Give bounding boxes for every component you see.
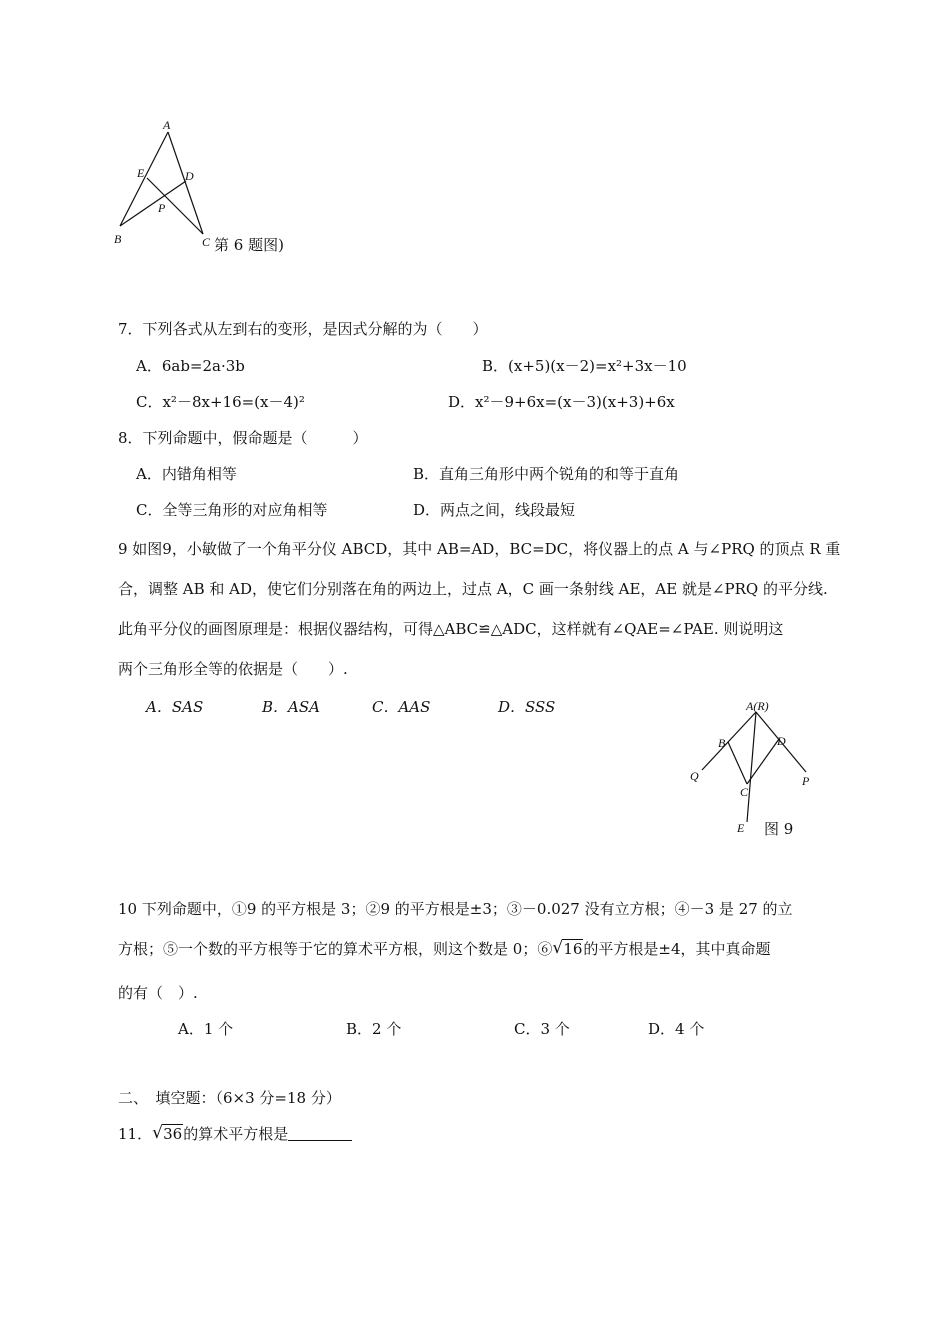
fig9-label-d: D bbox=[777, 734, 786, 748]
radical-sign-icon: √ bbox=[552, 938, 564, 958]
q8-option-b: B．直角三角形中两个锐角的和等于直角 bbox=[413, 465, 680, 483]
q9-line-1: 9 如图9，小敏做了一个角平分仪 ABCD，其中 AB=AD，BC=DC，将仪器上的点 A 与∠PRQ 的顶点 R 重 bbox=[118, 540, 841, 558]
fig9-label-e: E bbox=[737, 821, 745, 835]
fig6-label-c: C bbox=[202, 235, 211, 249]
q10-option-d: D．4 个 bbox=[648, 1020, 705, 1038]
q11-number: 11． bbox=[118, 1125, 153, 1143]
q11-answer-blank[interactable] bbox=[288, 1126, 352, 1141]
q11-text: 的算术平方根是 bbox=[183, 1125, 289, 1143]
radical-sign-icon: √ bbox=[152, 1123, 163, 1143]
q10-option-a: A．1 个 bbox=[178, 1020, 234, 1038]
fig6-label-e: E bbox=[137, 166, 145, 180]
fig6-label-d: D bbox=[185, 169, 194, 183]
q8-option-a: A．内错角相等 bbox=[136, 465, 237, 483]
q9-option-a: A．SAS bbox=[146, 698, 204, 716]
section-2-title: 二、 填空题：（6×3 分=18 分） bbox=[118, 1089, 341, 1107]
sqrt-16-radicand: 16 bbox=[563, 940, 583, 958]
q10-option-c: C．3 个 bbox=[514, 1020, 570, 1038]
q9-line-4: 两个三角形全等的依据是（ ）. bbox=[118, 660, 348, 678]
fig9-caption: 图 9 bbox=[764, 820, 794, 838]
q9-line-2: 合，调整 AB 和 AD，使它们分别落在角的两边上，过点 A，C 画一条射线 AE，AE 就是∠PRQ 的平分线. bbox=[118, 580, 828, 598]
q7-option-b: B．(x+5)(x－2)=x²+3x－10 bbox=[482, 357, 687, 375]
q10-line-2-end: 的平方根是±4，其中真命题 bbox=[583, 940, 771, 958]
q10-line-1: 10 下列命题中，①9 的平方根是 3；②9 的平方根是±3；③－0.027 没有立方根；④－3 是 27 的立 bbox=[118, 900, 793, 918]
q7-option-a: A．6ab=2a·3b bbox=[136, 357, 245, 375]
figure-9 bbox=[680, 698, 830, 838]
fig9-label-q: Q bbox=[690, 769, 699, 783]
fig6-caption: 第 6 题图) bbox=[214, 236, 284, 254]
q8-option-d: D．两点之间，线段最短 bbox=[413, 501, 576, 519]
fig6-line-ac bbox=[168, 132, 203, 234]
q9-line-3: 此角平分仪的画图原理是：根据仪器结构，可得△ABC≌△ADC，这样就有∠QAE=∠PAE. 则说明这 bbox=[118, 620, 784, 638]
q7-stem: 7．下列各式从左到右的变形，是因式分解的为（ ） bbox=[118, 320, 488, 338]
q8-option-c: C．全等三角形的对应角相等 bbox=[136, 501, 328, 519]
figure-q6 bbox=[108, 118, 218, 253]
sqrt-16 bbox=[552, 940, 583, 958]
q9-option-d: D．SSS bbox=[498, 698, 556, 716]
sqrt-36-radicand: 36 bbox=[163, 1125, 183, 1143]
fig6-label-a: A bbox=[163, 118, 171, 132]
fig9-ray-ae bbox=[747, 712, 756, 822]
q10-line-2 bbox=[118, 938, 771, 959]
fig6-line-ce bbox=[147, 178, 203, 234]
q7-option-c: C．x²－8x+16=(x－4)² bbox=[136, 393, 305, 411]
q9-option-c: C．AAS bbox=[372, 698, 431, 716]
q8-stem: 8．下列命题中，假命题是（ ） bbox=[118, 429, 368, 447]
q11 bbox=[118, 1123, 352, 1144]
fig9-ray-q bbox=[702, 712, 756, 770]
q10-option-b: B．2 个 bbox=[346, 1020, 402, 1038]
fig6-label-b: B bbox=[114, 232, 122, 246]
q9-option-b: B．ASA bbox=[262, 698, 320, 716]
fig9-label-ar: A(R) bbox=[746, 699, 769, 713]
sqrt-36 bbox=[152, 1125, 183, 1143]
fig6-label-p: P bbox=[158, 201, 166, 215]
fig6-line-bd bbox=[120, 181, 186, 226]
fig9-segment-bc bbox=[728, 742, 747, 784]
q10-line-2-start: 方根；⑤一个数的平方根等于它的算术平方根，则这个数是 0；⑥ bbox=[118, 940, 553, 958]
q7-option-d: D．x²－9+6x=(x－3)(x+3)+6x bbox=[448, 393, 675, 411]
fig9-label-b: B bbox=[718, 736, 726, 750]
fig9-label-p: P bbox=[802, 774, 810, 788]
q10-line-3: 的有（ ）. bbox=[118, 984, 198, 1002]
fig9-label-c: C bbox=[740, 785, 749, 799]
